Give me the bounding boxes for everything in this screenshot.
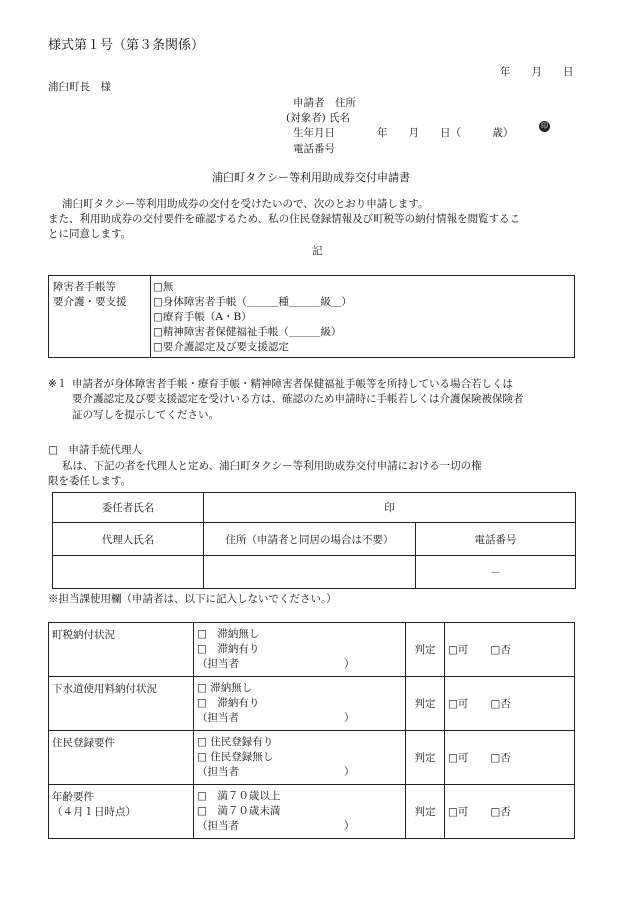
notebook-option-mental[interactable]: □精神障害者保健福祉手帳（＿＿＿級）: [153, 326, 342, 338]
judge-ok[interactable]: □可: [448, 806, 469, 818]
addressee: 浦臼町長 様: [48, 81, 111, 93]
notebook-option-none[interactable]: □無: [153, 281, 174, 293]
office-option-2[interactable]: □ 滞納有り: [197, 697, 260, 709]
document-title: 浦臼町タクシー等利用助成券交付申請書: [212, 171, 410, 184]
office-row-label: [49, 677, 194, 731]
agent-phone-cell[interactable]: [416, 556, 576, 589]
office-row-label-main: 年齢要件: [52, 791, 94, 803]
office-judge-label: 判定: [406, 785, 445, 839]
proxy-text-1: 私は、下記の者を代理人と定め、浦臼町タクシー等利用助成券交付申請における一切の権: [62, 460, 482, 472]
delegator-seal: 印: [384, 502, 395, 514]
office-row-options: [194, 731, 406, 785]
judge-ng[interactable]: □否: [490, 644, 511, 656]
delegator-label: 委任者氏名: [53, 493, 204, 523]
office-judge-label: 判定: [406, 677, 445, 731]
office-option-1[interactable]: □ 滞納無し: [197, 682, 253, 694]
agent-name-label: 代理人氏名: [53, 523, 204, 556]
date-line: 年 月 日: [500, 66, 574, 78]
office-row-options: [194, 677, 406, 731]
office-row-label-main: 住民登録要件: [52, 737, 115, 749]
office-row-options: [194, 623, 406, 677]
form-number: 様式第１号（第３条関係）: [48, 38, 205, 53]
agent-phone-label: 電話番号: [416, 523, 576, 556]
office-heading: ※担当課使用欄（申請者は、以下に記入しないでください。）: [48, 593, 337, 605]
office-judge-options: [445, 677, 575, 731]
agent-address-label: 住所（申請者と同居の場合は不要）: [204, 523, 416, 556]
office-option-1[interactable]: □ 住民登録有り: [197, 736, 274, 748]
office-row-label: [49, 623, 194, 677]
office-row-label: [49, 785, 194, 839]
judge-ok[interactable]: □可: [448, 698, 469, 710]
agent-name-cell[interactable]: [53, 556, 204, 589]
notebook-option-care[interactable]: □要介護認定及び要支援認定: [153, 341, 289, 353]
intro-line-1: 浦臼町タクシー等利用助成券の交付を受けたいので、次のとおり申請します。: [62, 198, 429, 210]
note-mark: ※１: [48, 378, 68, 390]
office-row-label: [49, 731, 194, 785]
judge-ng[interactable]: □否: [490, 698, 511, 710]
notebook-label-1: 障害者手帳等: [53, 281, 116, 293]
office-judge-label: 判定: [406, 623, 445, 677]
office-option-1[interactable]: □ 満７０歳以上: [197, 790, 281, 802]
notebook-option-rehab[interactable]: □療育手帳（A・B）: [153, 311, 252, 323]
notebook-label-2: 要介護・要支援: [53, 296, 127, 308]
judge-ng[interactable]: □否: [490, 752, 511, 764]
office-row-options: [194, 785, 406, 839]
office-option-2[interactable]: □ 満７０歳未満: [197, 805, 281, 817]
office-option-1[interactable]: □ 滞納無し: [197, 628, 260, 640]
office-staff[interactable]: （担当者 ）: [197, 820, 355, 832]
judge-ok[interactable]: □可: [448, 644, 469, 656]
proxy-table: [52, 492, 576, 589]
office-judge-options: [445, 785, 575, 839]
note-line-3: 証の写しを提示してください。: [72, 409, 219, 421]
office-staff[interactable]: （担当者 ）: [197, 766, 355, 778]
seal-mark-text: 印: [541, 122, 548, 130]
office-judge-options: [445, 731, 575, 785]
notebook-box: [48, 275, 575, 358]
judge-ok[interactable]: □可: [448, 752, 469, 764]
office-option-2[interactable]: □ 滞納有り: [197, 643, 260, 655]
office-row-label-main: 下水道使用料納付状況: [52, 683, 157, 695]
office-row-label-sub: （４月１日時点）: [52, 806, 136, 818]
office-row-label-main: 町税納付状況: [52, 629, 115, 641]
office-judge-options: [445, 623, 575, 677]
agent-phone-value: －: [490, 566, 501, 579]
office-option-2[interactable]: □ 住民登録無し: [197, 751, 274, 763]
notebook-option-physical[interactable]: □身体障害者手帳（＿＿＿種＿＿＿級＿）: [153, 296, 352, 308]
applicant-address-label: 申請者 住所: [293, 97, 356, 109]
applicant-birthdate-label: 生年月日 年 月 日（ 歳）: [293, 127, 514, 139]
delegator-name-cell[interactable]: [204, 493, 576, 523]
judge-ng[interactable]: □否: [490, 806, 511, 818]
office-table: [48, 622, 575, 839]
office-staff[interactable]: （担当者 ）: [197, 712, 355, 724]
ki-mark: 記: [312, 245, 323, 257]
office-judge-label: 判定: [406, 731, 445, 785]
applicant-phone-label: 電話番号: [293, 143, 335, 155]
note-line-2: 要介護認定及び要支援認定を受けいる方は、確認のため申請時に手帳若しくは介護保険被保険者: [72, 393, 524, 405]
intro-line-2: また、利用助成券の交付要件を確認するため、私の住民登録情報及び町税等の納付情報を閲覧するこ: [48, 213, 521, 225]
note-line-1: 申請者が身体障害者手帳・療育手帳・精神障害者保健福祉手帳等を所持している場合若しくは: [72, 378, 513, 390]
proxy-heading: □ 申請手続代理人: [48, 444, 142, 456]
proxy-text-2: 限を委任します。: [48, 475, 132, 487]
applicant-name-label: (対象者) 氏名: [286, 112, 351, 124]
agent-address-cell[interactable]: [204, 556, 416, 589]
seal-mark: [539, 113, 550, 132]
intro-line-3: とに同意します。: [48, 228, 132, 240]
office-staff[interactable]: （担当者 ）: [197, 658, 355, 670]
